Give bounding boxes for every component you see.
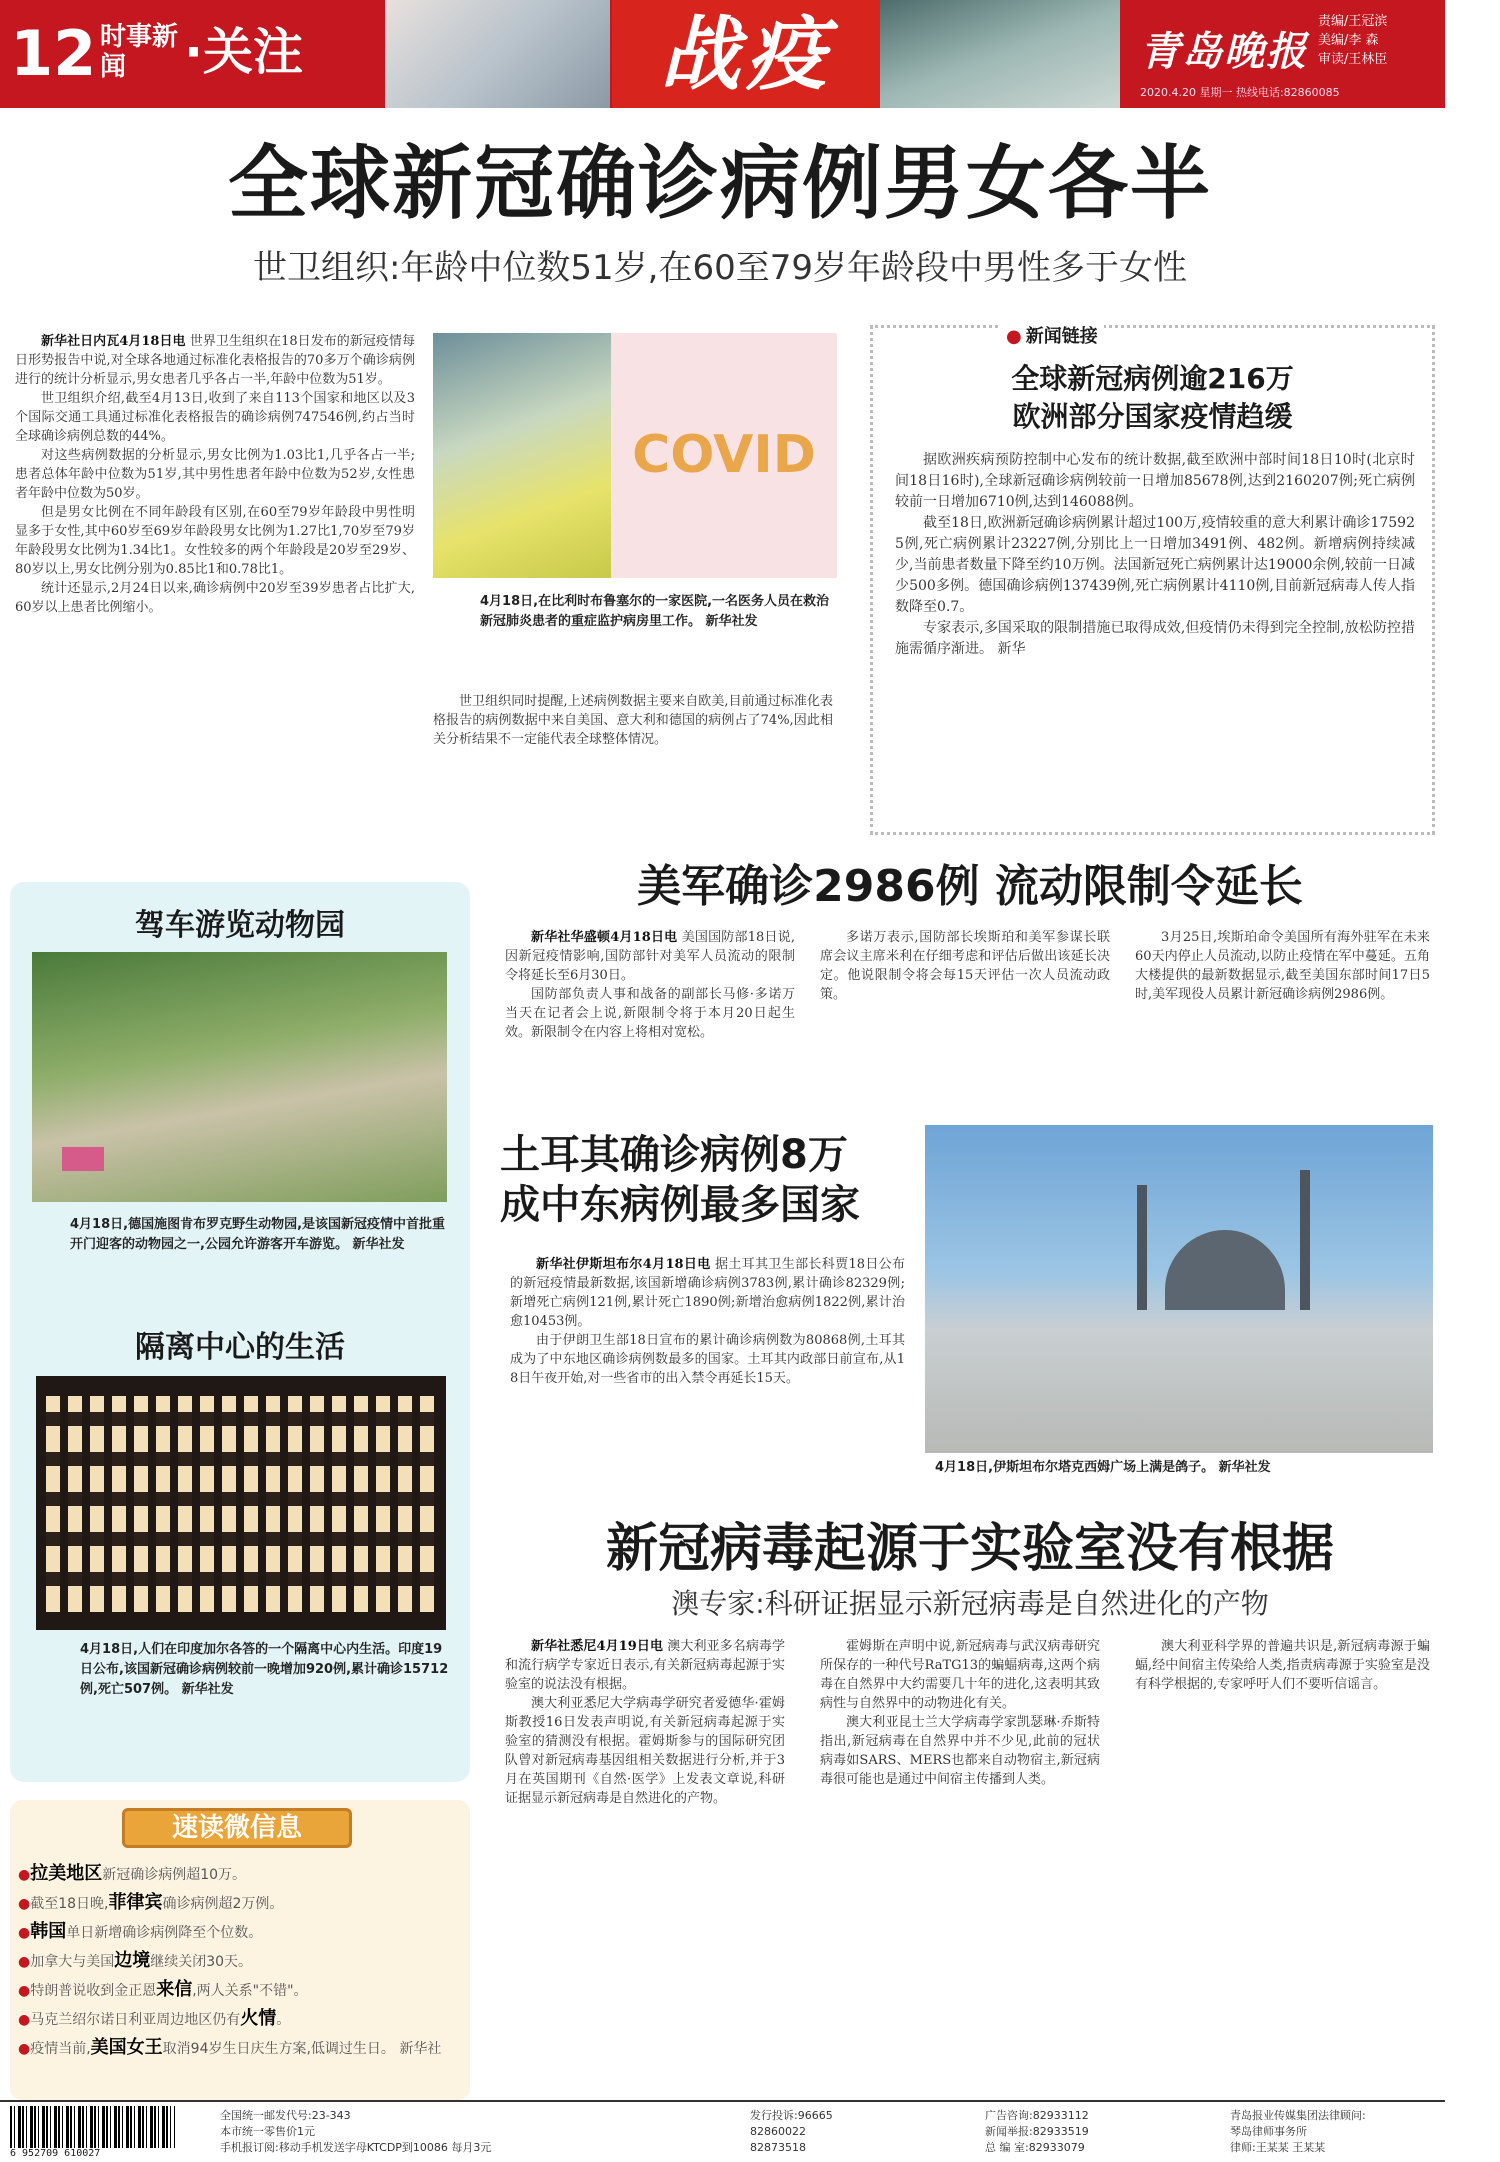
footer-col-contacts: 广告咨询:82933112 新闻举报:82933519 总 编 室:82933079 xyxy=(985,2109,1089,2154)
pink-building xyxy=(62,1147,104,1171)
main-article-col1: 新华社日内瓦4月18日电 世界卫生组织在18日发布的新冠疫情每日形势报告中说,对全球各地通过标准化表格报告的70多万个确诊病例进行的统计分析显示,男女患者几乎各占一半,年龄中位数为51岁。 世卫组织介绍,截至4月13日,收到了来自113个国家和地区以及3个国际交通工具通过标准化表格报告的确诊病例747546例,约占当时全球确诊病例总数的44%。 对这些病例数据的分析显示,男女比例为1.03比1,几乎各占一半;患者总体年龄中位数为51岁,其中男性患者年龄中位数为52岁,女性患者年龄中位数为50岁。 但是男女比例在不同年龄段有区别,在60至79岁年龄段中男性明显多于女性,其中60岁至69岁年龄段男女比例为1.27比1,70岁至79岁年龄段男女比例为1.34比1。女性较多的两个年龄段是20岁至29岁、80岁以上,男女比例分别为0.85比1和0.78比1。 统计还显示,2月24日以来,确诊病例中20岁至39岁患者占比扩大,60岁以上患者比例缩小。 xyxy=(15,334,415,615)
turkey-body: 新华社伊斯坦布尔4月18日电 据土耳其卫生部长科贾18日公布的新冠疫情最新数据,该国新增确诊病例3783例,累计确诊82329例;新增死亡病例121例,累计死亡1890例;新增治愈病例1822例,累计治愈10453例。 由于伊朗卫生部18日宣布的累计确诊病例数为80868例,土耳其成为了中东地区确诊病例数最多的国家。土耳其内政部日前宣布,从18日午夜开始,对一些省市的出入禁令再延长15天。 xyxy=(510,1257,905,1386)
turkey-caption: 4月18日,伊斯坦布尔塔克西姆广场上满是鸽子。 新华社发 xyxy=(935,1460,1271,1475)
origin-col3: 澳大利亚科学界的普遍共识是,新冠病毒源于蝙蝠,经中间宿主传染给人类,指责病毒源于实验室是没有科学根据的,专家呼吁人们不要听信谣言。 xyxy=(1135,1639,1430,1692)
list-item: ●疫情当前,美国女王取消94岁生日庆生方案,低调过生日。 新华社 xyxy=(18,2037,442,2058)
zoo-title: 驾车游览动物园 xyxy=(135,908,345,943)
list-item: ●拉美地区新冠确诊病例超10万。 xyxy=(18,1863,247,1884)
list-item: ●马克兰绍尔诺日利亚周边地区仍有火情。 xyxy=(18,2008,291,2029)
list-item: ●截至18日晚,菲律宾确诊病例超2万例。 xyxy=(18,1892,284,1913)
us-col2: 多诺万表示,国防部长埃斯珀和美军参谋长联席会议主席米利在仔细考虑和评估后做出该延长决定。他说限制令将会每15天评估一次人员流动政策。 xyxy=(820,930,1110,1002)
masthead-banner xyxy=(0,0,1445,108)
date-line: 2020.4.20 星期一 热线电话:82860085 xyxy=(1140,86,1340,99)
newspaper-logo: 青岛晚报 xyxy=(1140,28,1308,75)
banner-photo-medics xyxy=(880,0,1120,108)
footer-col-complaints: 发行投诉:96665 82860022 82873518 xyxy=(750,2109,833,2154)
staff-list: 责编/王冠滨 美编/李 森 审读/王林臣 xyxy=(1318,14,1388,67)
news-link-body: 据欧洲疾病预防控制中心发布的统计数据,截至欧洲中部时间18日10时(北京时间18日16时),全球新冠确诊病例较前一日增加85678例,达到2160207例;死亡病例较前一日增加6710例,达到146088例。 截至18日,欧洲新冠确诊病例累计超过100万,疫情较重的意大利累计确诊175925例,死亡病例累计23227例,分别比上一日增加3491例、482例。新增病例持续减少,当前患者数量下降至约10万例。法国新冠死亡病例累计达19000余例,较前一日减少500多例。德国确诊病例137439例,死亡病例累计4110例,目前新冠病毒人传人指数降至0.7。 专家表示,多国采取的限制措施已取得成效,但疫情仍未得到完全控制,放松防控措施需循序渐进。 新华 xyxy=(895,452,1415,657)
main-headline: 全球新冠确诊病例男女各半 xyxy=(228,137,1212,230)
origin-col1: 新华社悉尼4月19日电 澳大利亚多名病毒学和流行病学专家近日表示,有关新冠病毒起源于实验室的说法没有根据。 澳大利亚悉尼大学病毒学研究者爱德华·霍姆斯教授16日发表声明说,有关新冠病毒起源于实验室的猜测没有根据。霍姆斯参与的国际研究团队曾对新冠病毒基因组相关数据进行分析,并于3月在英国期刊《自然·医学》上发表文章说,科研证据显示新冠病毒是自然进化的产物。 xyxy=(505,1639,785,1806)
photo-drive-zoo xyxy=(32,952,447,1202)
minaret-right xyxy=(1300,1170,1310,1310)
section-name: ·关注 xyxy=(184,23,303,81)
us-col1: 新华社华盛顿4月18日电 美国国防部18日说,因新冠疫情影响,国防部针对美军人员流动的限制令将延长至6月30日。 国防部负责人事和战备的副部长马修·多诺万当天在记者会上说,新限制令将于本月20日起生效。新限制令在内容上将相对宽松。 xyxy=(505,930,795,1040)
zoo-caption: 4月18日,德国施图肯布罗克野生动物园,是该国新冠疫情中首批重开门迎客的动物园之一,公园允许游客开车游览。 新华社发 xyxy=(70,1217,446,1252)
banner-photo-doctor xyxy=(385,0,610,108)
origin-col2: 霍姆斯在声明中说,新冠病毒与武汉病毒研究所保存的一种代号RaTG13的蝙蝠病毒,这两个病毒在自然界中大约需要几十年的进化,这表明其致病性与自然界中的动物进化有关。 澳大利亚昆士兰大学病毒学家凯瑟琳·乔斯特指出,新冠病毒在自然界中并不少见,此前的冠状病毒如SARS、MERS也都来自动物宿主,新冠病毒很可能也是通过中间宿主传播到人类。 xyxy=(820,1639,1100,1787)
digest-list xyxy=(18,1860,458,2063)
section-small: 时事新闻 xyxy=(100,22,179,82)
digest-title: 速读微信息 xyxy=(122,1808,352,1848)
us-headline: 美军确诊2986例 流动限制令延长 xyxy=(637,861,1303,912)
banner-title: 战疫 xyxy=(612,0,880,108)
origin-subheadline: 澳专家:科研证据显示新冠病毒是自然进化的产物 xyxy=(671,1587,1269,1620)
news-link-title: 全球新冠病例逾216万 欧洲部分国家疫情趋缓 xyxy=(1011,362,1294,433)
photo-quarantine-center xyxy=(36,1376,446,1630)
photo-icu-worker xyxy=(433,333,611,578)
main-photo-caption: 4月18日,在比利时布鲁塞尔的一家医院,一名医务人员在救治新冠肺炎患者的重症监护病房里工作。 新华社发 xyxy=(480,594,830,629)
list-item: ●韩国单日新增确诊病例降至个位数。 xyxy=(18,1921,263,1942)
quarantine-caption: 4月18日,人们在印度加尔各答的一个隔离中心内生活。印度19日公布,该国新冠确诊病例较前一晚增加920例,累计确诊15712例,死亡507例。 新华社发 xyxy=(80,1642,449,1697)
main-article-col2: 世卫组织同时提醒,上述病例数据主要来自欧美,目前通过标准化表格报告的病例数据中来自美国、意大利和德国的病例占了74%,因此相关分析结果不一定能代表全球整体情况。 xyxy=(433,694,833,747)
turkey-headline: 土耳其确诊病例8万 成中东病例最多国家 xyxy=(500,1132,860,1228)
footer-col-legal: 青岛报业传媒集团法律顾问: 琴岛律师事务所 律师:王某某 王某某 xyxy=(1230,2109,1366,2154)
quarantine-title: 隔离中心的生活 xyxy=(135,1330,345,1365)
origin-headline: 新冠病毒起源于实验室没有根据 xyxy=(605,1519,1334,1579)
news-link-label: ● 新闻链接 xyxy=(1000,322,1104,348)
footer xyxy=(0,2100,1445,2162)
photo-taksim-square xyxy=(925,1125,1433,1453)
barcode xyxy=(10,2106,175,2148)
footer-col-distribution: 全国统一邮发代号:23-343 本市统一零售价1元 手机报订阅:移动手机发送字母KTCDP到10086 每月3元 xyxy=(220,2109,492,2154)
list-item: ●加拿大与美国边境继续关闭30天。 xyxy=(18,1950,253,1971)
list-item: ●特朗普说收到金正恩来信,两人关系"不错"。 xyxy=(18,1979,308,2000)
main-subheadline: 世卫组织:年龄中位数51岁,在60至79岁年龄段中男性多于女性 xyxy=(252,248,1188,288)
us-col3: 3月25日,埃斯珀命令美国所有海外驻军在未来60天内停止人员流动,以防止疫情在军中蔓延。五角大楼提供的最新数据显示,截至美国东部时间17日5时,美军现役人员累计新冠确诊病例2986例。 xyxy=(1135,930,1430,1002)
minaret-left xyxy=(1137,1185,1147,1310)
mosque-dome xyxy=(1165,1230,1285,1310)
barcode-number: 6 952709 610027 xyxy=(10,2148,101,2159)
photo-covid-sign: COVID xyxy=(611,333,837,578)
page-number: 12 xyxy=(10,17,97,90)
